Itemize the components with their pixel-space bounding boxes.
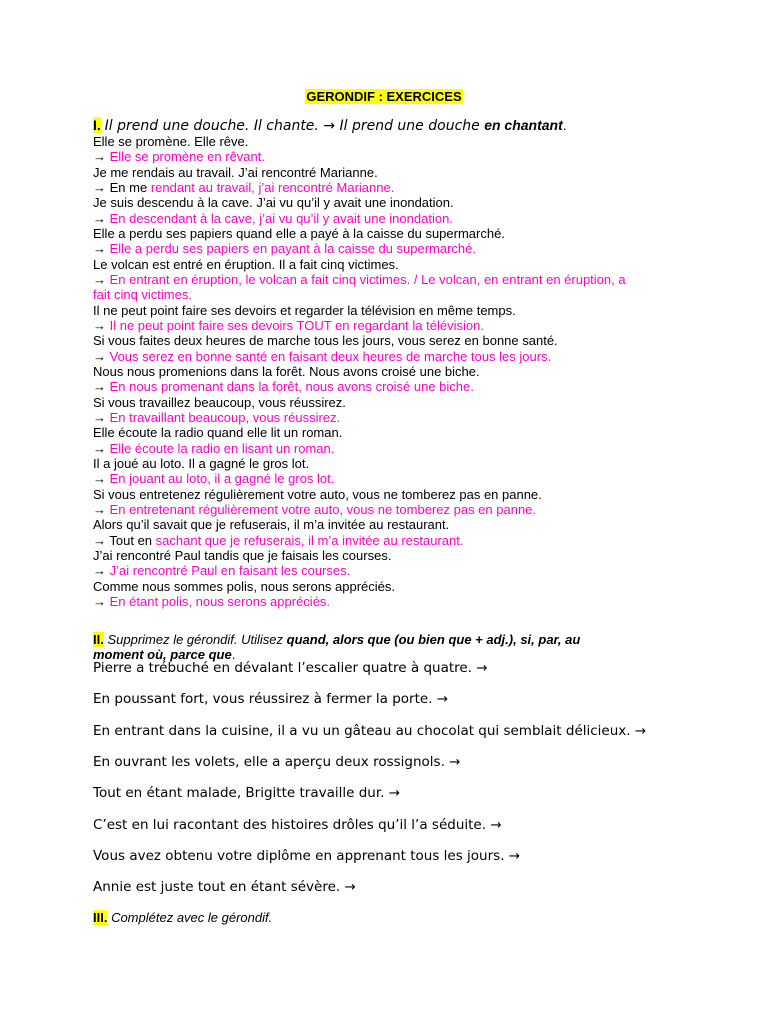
sentence-text: Elle écoute la radio quand elle lit un roman. xyxy=(93,425,343,441)
exercise-item: En entrant dans la cuisine, il a vu un gâteau au chocolat qui semblait délicieux. → xyxy=(93,722,647,739)
answer-text: rendant au travail, j’ai rencontré Marianne. xyxy=(150,180,395,195)
arrow-glyph: → xyxy=(93,318,110,333)
section-1-number: I. xyxy=(93,117,101,133)
exercise-line xyxy=(93,364,480,379)
answer-text: Il ne peut point faire ses devoirs TOUT en regardant la télévision. xyxy=(109,318,484,333)
answer-line xyxy=(93,180,394,195)
section-1-example: Il prend une douche. Il chante. → Il prend une douche xyxy=(104,118,485,134)
answer-line xyxy=(93,471,334,486)
answer-text: En descendant à la cave, j’ai vu qu’il y avait une inondation. xyxy=(109,210,453,226)
section-3-number: III. xyxy=(93,910,108,925)
answer-line xyxy=(93,533,464,548)
exercise-line xyxy=(93,195,454,210)
arrow-glyph: → xyxy=(93,210,110,226)
answer-line xyxy=(93,410,340,425)
sentence-text: Il a joué au loto. Il a gagné le gros lot. xyxy=(93,455,310,471)
section-2-number: II. xyxy=(93,632,104,647)
section-1-example-bold: en chantant xyxy=(484,117,563,133)
answer-line xyxy=(93,502,536,517)
exercise-line xyxy=(93,487,542,502)
exercise-line xyxy=(93,303,516,318)
exercise-line xyxy=(93,134,248,149)
sentence-text: Le volcan est entré en éruption. Il a fait cinq victimes. xyxy=(93,256,399,272)
answer-line xyxy=(93,563,350,578)
exercise-line xyxy=(93,548,391,563)
exercise-line xyxy=(93,287,192,302)
exercise-item: Annie est juste tout en étant sévère. → xyxy=(93,879,356,896)
answer-line xyxy=(93,349,551,364)
sentence-text: Tout en xyxy=(109,532,156,548)
exercise-line xyxy=(93,395,346,410)
arrow-glyph: → xyxy=(93,180,110,195)
answer-text: Vous serez en bonne santé en faisant deux heures de marche tous les jours. xyxy=(109,348,552,364)
answer-text: En étant polis, nous serons appréciés. xyxy=(109,593,331,609)
arrow-glyph: → xyxy=(93,440,110,456)
answer-line xyxy=(93,441,334,456)
answer-text: En travaillant beaucoup, vous réussirez. xyxy=(109,409,341,425)
exercise-item: Pierre a trébuché en dévalant l’escalier quatre à quatre. → xyxy=(93,660,488,676)
section-3-heading: III. Complétez avec le gérondif. xyxy=(93,910,273,925)
arrow-glyph: → xyxy=(93,563,110,579)
exercise-line xyxy=(93,257,399,272)
sentence-text: Nous nous promenions dans la forêt. Nous avons croisé une biche. xyxy=(93,363,480,379)
sentence-text: Je me rendais au travail. J’ai rencontré Marianne. xyxy=(93,164,378,180)
answer-text: En entretenant régulièrement votre auto, vous ne tomberez pas en panne. xyxy=(109,501,537,517)
exercise-line xyxy=(93,333,558,348)
exercise-line xyxy=(93,165,378,180)
section-2-heading: II. Supprimez le gérondif. Utilisez quand, alors que (ou bien que + adj.), si, par, au xyxy=(93,632,581,647)
exercise-line xyxy=(93,517,449,532)
answer-line xyxy=(93,594,330,609)
sentence-text: Il ne peut point faire ses devoirs et regarder la télévision en même temps. xyxy=(93,302,516,318)
sentence-text: Alors qu’il savait que je refuserais, il m’a invitée au restaurant. xyxy=(93,517,450,533)
sentence-text: Je suis descendu à la cave. J’ai vu qu’il y avait une inondation. xyxy=(93,195,454,211)
answer-text: Elle a perdu ses papiers en payant à la caisse du supermarché. xyxy=(109,241,477,257)
answer-text: En jouant au loto, il a gagné le gros lot. xyxy=(109,471,335,487)
exercise-item: Tout en étant malade, Brigitte travaille dur. → xyxy=(93,785,401,802)
sentence-text: Si vous entretenez régulièrement votre auto, vous ne tomberez pas en panne. xyxy=(93,486,542,502)
sentence-text: Comme nous sommes polis, nous serons appréciés. xyxy=(93,578,396,594)
sentence-text: Elle se promène. Elle rêve. xyxy=(93,134,249,149)
arrow-glyph: → xyxy=(93,593,110,609)
answer-text: sachant que je refuserais, il m’a invitée au restaurant. xyxy=(155,532,464,548)
exercise-line xyxy=(93,456,309,471)
arrow-glyph: → xyxy=(93,241,110,257)
exercise-line xyxy=(93,425,342,440)
arrow-glyph: → xyxy=(93,348,110,364)
answer-text: En entrant en éruption, le volcan a fait cinq victimes. / Le volcan, en entrant en éruption, a xyxy=(109,272,626,287)
answer-line xyxy=(93,272,626,287)
page-title: GERONDIF : EXERCICES xyxy=(306,89,462,104)
arrow-glyph: → xyxy=(93,272,110,287)
arrow-glyph: → xyxy=(93,532,110,548)
exercise-item: En poussant fort, vous réussirez à fermer la porte. → xyxy=(93,691,449,708)
exercise-item: Vous avez obtenu votre diplôme en apprenant tous les jours. → xyxy=(93,847,521,864)
arrow-glyph: → xyxy=(93,409,110,425)
sentence-text: Si vous travaillez beaucoup, vous réussirez. xyxy=(93,394,346,410)
arrow-glyph: → xyxy=(93,379,110,395)
exercise-line xyxy=(93,226,505,241)
answer-line xyxy=(93,379,474,394)
answer-line xyxy=(93,211,453,226)
arrow-glyph: → xyxy=(93,149,110,165)
sentence-text: J’ai rencontré Paul tandis que je faisais les courses. xyxy=(93,547,392,563)
sentence-text: Elle a perdu ses papiers quand elle a payé à la caisse du supermarché. xyxy=(93,226,505,241)
answer-text: fait cinq victimes. xyxy=(93,287,192,303)
answer-line xyxy=(93,241,476,256)
answer-text: Elle se promène en rêvant. xyxy=(109,149,265,165)
section-2-heading-cont: moment où, parce que. xyxy=(93,647,236,662)
exercise-item: C’est en lui racontant des histoires drôles qu’il l’a séduite. → xyxy=(93,816,502,833)
exercise-line xyxy=(93,579,395,594)
answer-line xyxy=(93,149,265,164)
arrow-glyph: → xyxy=(93,471,110,487)
sentence-text: En me xyxy=(109,180,151,195)
answer-text: En nous promenant dans la forêt, nous avons croisé une biche. xyxy=(109,379,474,395)
answer-text: Elle écoute la radio en lisant un roman. xyxy=(109,440,335,456)
exercise-item: En ouvrant les volets, elle a aperçu deux rossignols. → xyxy=(93,753,461,770)
sentence-text: Si vous faites deux heures de marche tous les jours, vous serez en bonne santé. xyxy=(93,333,558,349)
answer-line xyxy=(93,318,484,333)
arrow-glyph: → xyxy=(93,501,110,517)
section-1-heading: I. Il prend une douche. Il chante. → Il prend une douche en chantant. xyxy=(93,117,567,134)
answer-text: J’ai rencontré Paul en faisant les courses. xyxy=(109,563,351,579)
